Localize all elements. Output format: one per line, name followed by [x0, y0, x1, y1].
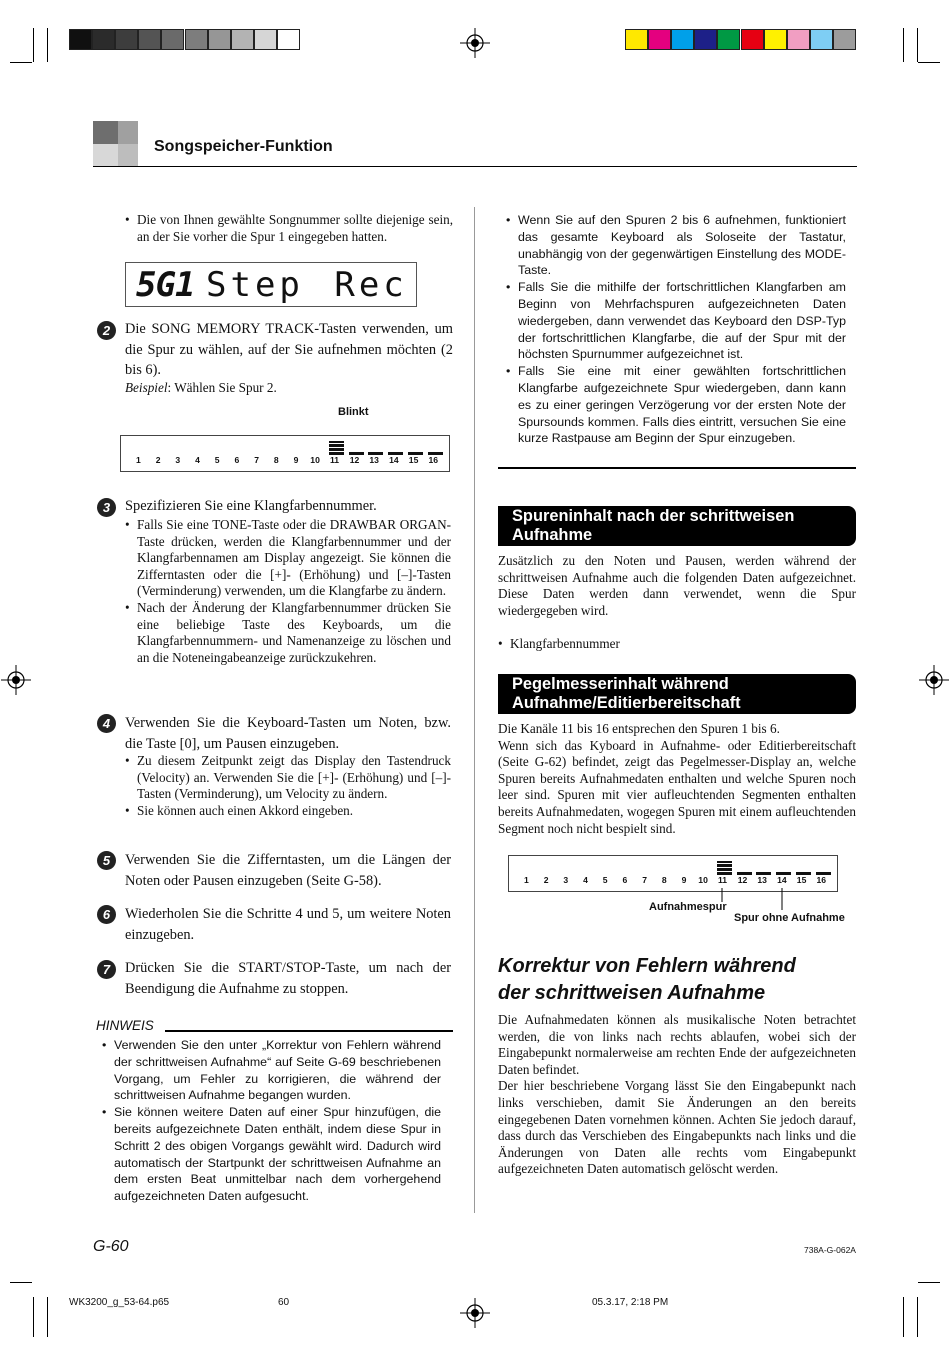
- crop-mark: [47, 1297, 48, 1337]
- list-item: • Sie können weitere Daten auf einer Spur hinzufügen, die bereits aufgezeichnete Daten enthält, indem diese Spur in Schritt 2 des obigen Vorgangs gewählt wird. Dadurch wird automatisch der Startpunkt der schrittweisen Aufnahme an dem ersten Beat unmittelbar nach dem vorhergehend aufgezeichneten Daten aufgesucht.: [102, 1104, 441, 1205]
- channel-number: 5: [602, 875, 608, 885]
- color-swatch: [115, 29, 138, 50]
- step-7-text: Drücken Sie die START/STOP-Taste, um nach der Beendigung die Aufnahme zu stoppen.: [125, 960, 451, 997]
- step-3-bullets: [125, 517, 451, 666]
- header-rule: [93, 166, 857, 167]
- channel-number: 4: [583, 875, 588, 885]
- file-name: WK3200_g_53-64.p65: [69, 1297, 170, 1308]
- section-heading-meter-content: Pegelmesserinhalt während Aufnahme/Editierbereitschaft: [498, 674, 856, 714]
- recorded-track-label: Aufnahmespur: [649, 901, 727, 913]
- intro-bullet: • Die von Ihnen gewählte Songnummer sollte diejenige sein, an der Sie vorher die Spur 1 eingegeben hatten.: [125, 212, 453, 245]
- meter-segment: [717, 864, 732, 867]
- crop-mark: [918, 1282, 940, 1283]
- channel-number: 8: [273, 455, 279, 465]
- color-swatch: [810, 29, 833, 50]
- channel-number: 9: [293, 455, 299, 465]
- note-title: HINWEIS: [96, 1018, 154, 1033]
- channel-number: 15: [796, 875, 807, 885]
- file-date: 05.3.17, 2:18 PM: [592, 1297, 669, 1308]
- step-2-text: Die SONG MEMORY TRACK-Tasten verwenden, um die Spur zu wählen, auf der Sie aufnehmen möchten (2 bis 6).: [125, 321, 453, 379]
- channel-number: 2: [543, 875, 549, 885]
- channel-number: 3: [563, 875, 569, 885]
- meter-segment: [737, 872, 752, 875]
- level-meter-display: [120, 435, 450, 472]
- empty-track-label: Spur ohne Aufnahme: [734, 912, 845, 924]
- lcd-display: [125, 262, 417, 307]
- channel-number: 16: [816, 875, 827, 885]
- step-5-text: Verwenden Sie die Zifferntasten, um die Längen der Noten oder Pausen einzugeben (Seite G-58).: [125, 852, 451, 889]
- lcd-text: Step Rec: [206, 265, 408, 305]
- channel-number: 11: [330, 455, 340, 465]
- meter-segment: [428, 452, 443, 455]
- channel-number: 13: [369, 455, 379, 465]
- channel-number: 6: [234, 455, 240, 465]
- meter-segment: [776, 872, 791, 875]
- channel-number: 4: [195, 455, 200, 465]
- color-swatch: [208, 29, 231, 50]
- column-divider: [474, 207, 475, 1213]
- document-code: 738A-G-062A: [804, 1245, 856, 1255]
- channel-number: 10: [310, 455, 320, 465]
- channel-number: 16: [428, 455, 439, 465]
- registration-mark-icon: [460, 1298, 490, 1328]
- section-rule: [498, 467, 856, 469]
- blink-label: Blinkt: [338, 406, 369, 418]
- color-swatch: [231, 29, 254, 50]
- color-swatch: [625, 29, 648, 50]
- step-4-text: Verwenden Sie die Keyboard-Tasten um Noten, bzw. die Taste [0], um Pausen einzugeben.: [125, 715, 451, 752]
- section-heading-correction: Korrektur von Fehlern während der schrittweisen Aufnahme: [498, 955, 796, 1004]
- channel-number: 8: [661, 875, 667, 885]
- color-swatch: [787, 29, 810, 50]
- color-swatch: [648, 29, 671, 50]
- note-rule: [165, 1030, 453, 1032]
- channel-number: 13: [757, 875, 767, 885]
- channel-number: 7: [642, 875, 647, 885]
- channel-number: 11: [718, 875, 728, 885]
- meter-segment: [796, 872, 811, 875]
- step-number-5: 5: [97, 851, 116, 870]
- example-label: Beispiel: [125, 380, 168, 395]
- channel-number: 6: [622, 875, 628, 885]
- lcd-song-number: 5G1: [136, 265, 195, 305]
- meter-segment: [329, 448, 344, 451]
- crop-mark: [917, 28, 918, 62]
- example-line: [125, 380, 277, 396]
- color-swatch: [833, 29, 856, 50]
- step-number-4: 4: [97, 714, 116, 733]
- crop-mark: [47, 28, 48, 62]
- step-number-3: 3: [97, 498, 116, 517]
- section-1-text: Zusätzlich zu den Noten und Pausen, werden während der schrittweisen Aufnahme auch die folgenden Daten aufgezeichnet. Diese Daten werden dann verwendet, wenn die Spur wiedergegeben wird.: [498, 553, 856, 618]
- meter-segment: [717, 872, 732, 875]
- color-swatch: [92, 29, 115, 50]
- channel-number: 14: [389, 455, 399, 465]
- meter-segment: [349, 452, 364, 455]
- channel-number: 14: [777, 875, 787, 885]
- crop-mark: [10, 1282, 32, 1283]
- top-bullets: [506, 212, 846, 447]
- meter-segment: [408, 452, 423, 455]
- channel-number: 1: [136, 455, 141, 465]
- list-item: • Sie können auch einen Akkord eingeben.: [125, 803, 451, 820]
- list-item: • Falls Sie eine mit einer gewählten fortschrittlichen Klangfarbe aufgezeichnete Spur wiedergeben, dann kann es zu einer geringen Verzögerung vor der ersten Note der Spursounds kommen. Falls dies eintritt, versuchen Sie eine kurze Rastpause am Beginn der Spur einzugeben.: [506, 363, 846, 447]
- step-number-6: 6: [97, 905, 116, 924]
- registration-mark-icon: [919, 665, 949, 695]
- crop-mark: [903, 28, 904, 62]
- channel-number: 9: [681, 875, 687, 885]
- section-3-text: Die Aufnahmedaten können als musikalische Noten betrachtet werden, die von links nach rechts ablaufen, wobei sich der Eingabepunkt normalerweise am rechten Ende der aufgezeichneten Daten befindet. Der hier beschriebene Vorgang lässt Sie den Eingabepunkt nach links verschieben, damit Sie Änderungen an den bereits eingegebenen Daten vornehmen können. Achten Sie jedoch darauf, dass durch das Verschieben des Eingabepunkts nach links und die Änderungen von Daten alle rechts vom Eingabepunkt aufgezeichneten Daten automatisch gelöscht werden.: [498, 1012, 856, 1177]
- crop-mark: [33, 28, 34, 62]
- meter-segment: [816, 872, 831, 875]
- list-item: • Nach der Änderung der Klangfarbennummer drücken Sie eine beliebige Taste des Keyboards, um die Klangfarbennummern- und Namenanzeige zu löschen und an die Noteneingabeanzeige zurückzukehren.: [125, 600, 451, 666]
- list-item: • Falls Sie eine TONE-Taste oder die DRAWBAR ORGAN-Taste drücken, werden die Klangfarbennummer und der Klangfarbennamen am Display angezeigt. Sie können die Zifferntasten oder die [+]- (Erhöhung) und [–]-Tasten (Verminderung) verwenden, um die Klangfarbe zu ändern.: [125, 517, 451, 600]
- color-swatch: [138, 29, 161, 50]
- header-decoration: [93, 121, 138, 166]
- color-swatch: [764, 29, 787, 50]
- step-3-text: Spezifizieren Sie eine Klangfarbennummer.: [125, 498, 377, 514]
- color-swatch: [185, 29, 208, 50]
- list-item: • Wenn Sie auf den Spuren 2 bis 6 aufnehmen, funktioniert das gesamte Keyboard als Soloseite der Tastatur, unabhängig von der gegenwärtigen Einstellung des MODE-Taste.: [506, 212, 846, 279]
- color-swatch: [254, 29, 277, 50]
- list-item: • Verwenden Sie den unter „Korrektur von Fehlern während der schrittweisen Aufnahme“ auf Seite G-69 beschriebenen Vorgang, um Fehler zu korrigieren, die während der schrittweisen Aufnahme begangen wurden.: [102, 1037, 441, 1104]
- registration-mark-icon: [460, 28, 490, 58]
- meter-segment: [756, 872, 771, 875]
- color-swatch: [671, 29, 694, 50]
- list-item: • Falls Sie die mithilfe der fortschrittlichen Klangfarben am Beginn von Mehrfachspuren aufgezeichneten Daten wiedergeben, dann verwendet das Keyboard den DSP-Typ der fortschrittlichen Klangfarbe, die auf der Spur mit der höchsten Spurnummer aufgezeichnet ist.: [506, 279, 846, 363]
- meter-segment: [717, 868, 732, 871]
- meter-segment: [329, 441, 344, 444]
- crop-mark: [10, 62, 32, 63]
- crop-mark: [903, 1297, 904, 1337]
- meter-segment: [329, 452, 344, 455]
- crop-mark: [917, 1297, 918, 1337]
- crop-mark: [33, 1297, 34, 1337]
- channel-number: 12: [737, 875, 748, 885]
- meter-segment: [329, 444, 344, 447]
- channel-number: 10: [698, 875, 708, 885]
- example-text: : Wählen Sie Spur 2.: [167, 380, 277, 395]
- step-4-bullets: [125, 753, 451, 819]
- step-number-7: 7: [97, 960, 116, 979]
- list-item: • Zu diesem Zeitpunkt zeigt das Display den Tastendruck (Velocity) an. Verwenden Sie die [+]- (Erhöhung) und [–]-Tasten (Verminderung), um Velocity zu ändern.: [125, 753, 451, 803]
- color-swatch: [69, 29, 92, 50]
- level-meter-display: [508, 855, 838, 892]
- channel-number: 15: [408, 455, 419, 465]
- section-2-text: Die Kanäle 11 bis 16 entsprechen den Spuren 1 bis 6. Wenn sich das Kyboard in Aufnahme- oder Editierbereitschaft (Seite G-62) befindet, zeigt das Pegelmesser-Display an, welche Spuren bereits Aufnahmedaten enthalten und welche Spuren noch leer sind. Spuren mit vier aufleuchtenden Segmenten enthalten bereits Aufnahmedaten, wogegen Spuren mit einem aufleuchtenden Segment noch nicht bespielt sind.: [498, 721, 856, 836]
- color-swatch: [741, 29, 764, 50]
- page-header-title: Songspeicher-Funktion: [154, 138, 333, 155]
- channel-number: 5: [214, 455, 220, 465]
- meter-segment: [368, 452, 383, 455]
- crop-mark: [918, 62, 940, 63]
- color-swatch: [717, 29, 740, 50]
- channel-number: 12: [349, 455, 360, 465]
- section-1-bullet: • Klangfarbennummer: [498, 636, 856, 653]
- step-number-2: 2: [97, 321, 116, 340]
- registration-mark-icon: [1, 665, 31, 695]
- color-swatch: [161, 29, 184, 50]
- meter-segment: [388, 452, 403, 455]
- channel-number: 3: [175, 455, 181, 465]
- color-swatch: [277, 29, 300, 50]
- step-6-text: Wiederholen Sie die Schritte 4 und 5, um weitere Noten einzugeben.: [125, 906, 451, 943]
- color-swatch: [694, 29, 717, 50]
- note-bullets: [102, 1037, 441, 1205]
- channel-number: 1: [524, 875, 529, 885]
- meter-segment: [717, 861, 732, 864]
- section-heading-track-content: Spureninhalt nach der schrittweisen Aufnahme: [498, 506, 856, 546]
- page-number: G-60: [93, 1238, 129, 1255]
- channel-number: 7: [254, 455, 259, 465]
- file-page-number: 60: [278, 1297, 290, 1308]
- channel-number: 2: [155, 455, 161, 465]
